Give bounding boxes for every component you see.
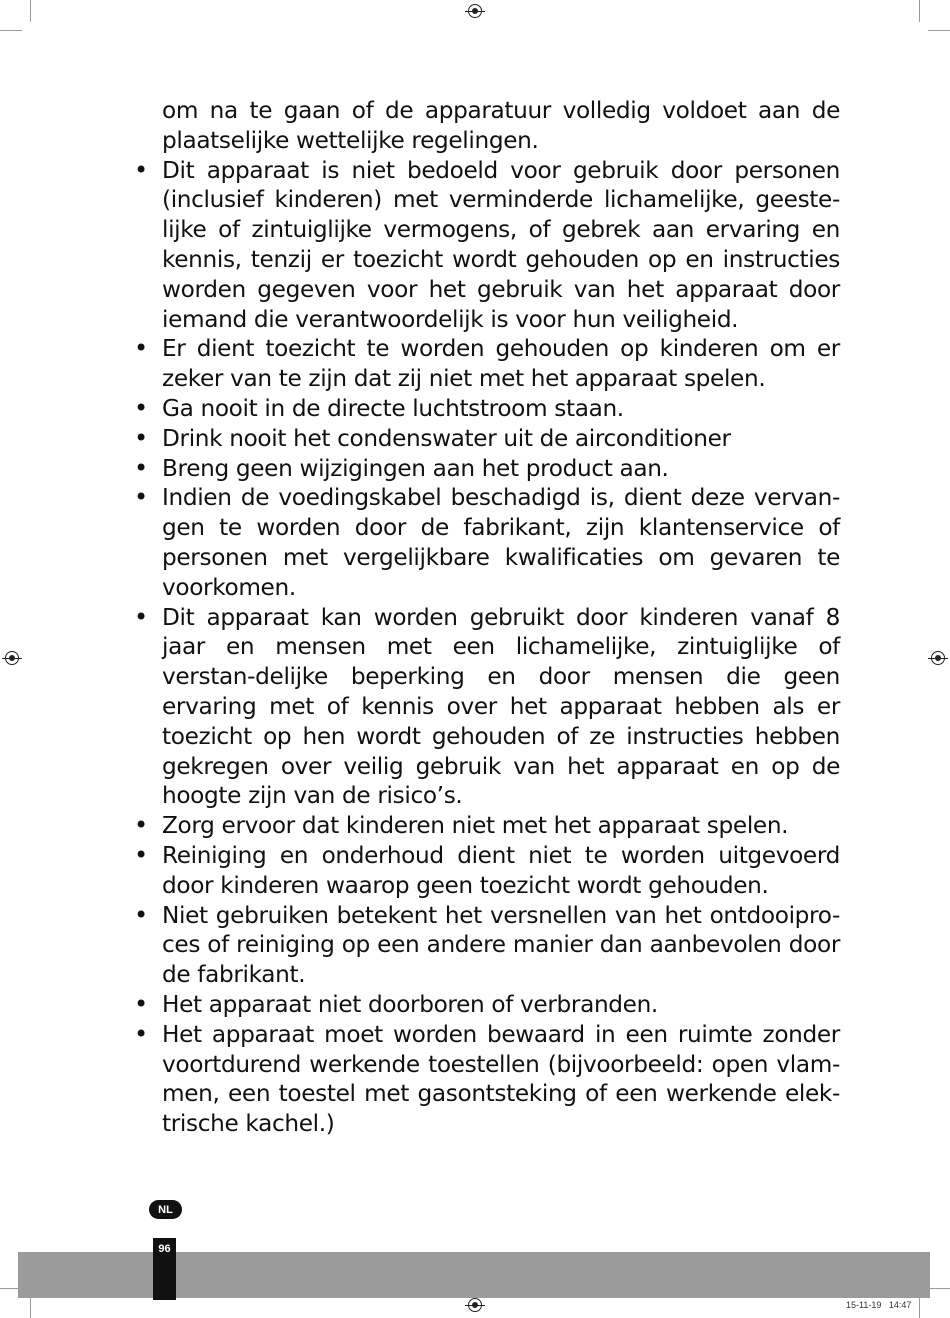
safety-instructions-text (162, 96, 840, 1139)
crop-mark (0, 30, 22, 31)
list-item: • Drink nooit het condenswater uit de airconditioner (162, 424, 840, 454)
list-item: • Breng geen wijzigingen aan het product aan. (162, 454, 840, 484)
crop-mark (928, 1288, 950, 1289)
crop-mark (919, 0, 920, 22)
registration-mark-icon (5, 651, 19, 665)
list-item: • Reiniging en onderhoud dient niet te worden uitgevoerd door kinderen waarop geen toezicht wordt gehouden. (162, 841, 840, 901)
list-item: • Het apparaat moet worden bewaard in een ruimte zonder voortdurend werkende toestellen (bijvoorbeeld: open vlam-men, een toestel met gasontsteking of een werkende elek-trische kachel.) (162, 1020, 840, 1139)
list-item: • Dit apparaat kan worden gebruikt door kinderen vanaf 8 jaar en mensen met een lichamelijke, zintuiglijke of verstan-delijke beperking en door mensen die geen ervaring met of kennis over het apparaat hebben als er toezicht op hen wordt gehouden of ze instructies hebben gekregen over veilig gebruik van het apparaat en op de hoogte zijn van de risico’s. (162, 603, 840, 812)
list-item: • Het apparaat niet doorboren of verbranden. (162, 990, 840, 1020)
language-badge: NL (149, 1200, 182, 1219)
print-date: 15-11-19 (846, 1300, 882, 1310)
list-item: • Er dient toezicht te worden gehouden op kinderen om er zeker van te zijn dat zij niet met het apparaat spelen. (162, 334, 840, 394)
bullet-list (162, 156, 840, 1139)
crop-mark (928, 30, 950, 31)
crop-mark (30, 0, 31, 22)
crop-mark (30, 1296, 31, 1318)
registration-mark-icon (468, 4, 482, 18)
registration-mark-icon (468, 1298, 482, 1312)
list-item: • Ga nooit in de directe luchtstroom staan. (162, 394, 840, 424)
registration-mark-icon (931, 651, 945, 665)
list-item: • Niet gebruiken betekent het versnellen van het ontdooipro-ces of reiniging op een andere manier dan aanbevolen door de fabrikant. (162, 901, 840, 990)
intro-paragraph: om na te gaan of de apparatuur volledig voldoet aan de plaatselijke wettelijke regelingen. (162, 97, 840, 154)
page-number: 96 (153, 1238, 176, 1300)
print-time: 14:47 (888, 1300, 912, 1310)
list-item: • Zorg ervoor dat kinderen niet met het apparaat spelen. (162, 811, 840, 841)
crop-mark (919, 1296, 920, 1318)
list-item: • Dit apparaat is niet bedoeld voor gebruik door personen (inclusief kinderen) met verminderde lichamelijke, geeste-lijke of zintuiglijke vermogens, of gebrek aan ervaring en kennis, tenzij er toezicht wordt gehouden op en instructies worden gegeven voor het gebruik van het apparaat door iemand die verantwoordelijk is voor hun veiligheid. (162, 156, 840, 335)
print-timestamp (846, 1300, 911, 1310)
list-item: • Indien de voedingskabel beschadigd is, dient deze vervan-gen te worden door de fabrikant, zijn klantenservice of personen met vergelijkbare kwalificaties om gevaren te voorkomen. (162, 483, 840, 602)
